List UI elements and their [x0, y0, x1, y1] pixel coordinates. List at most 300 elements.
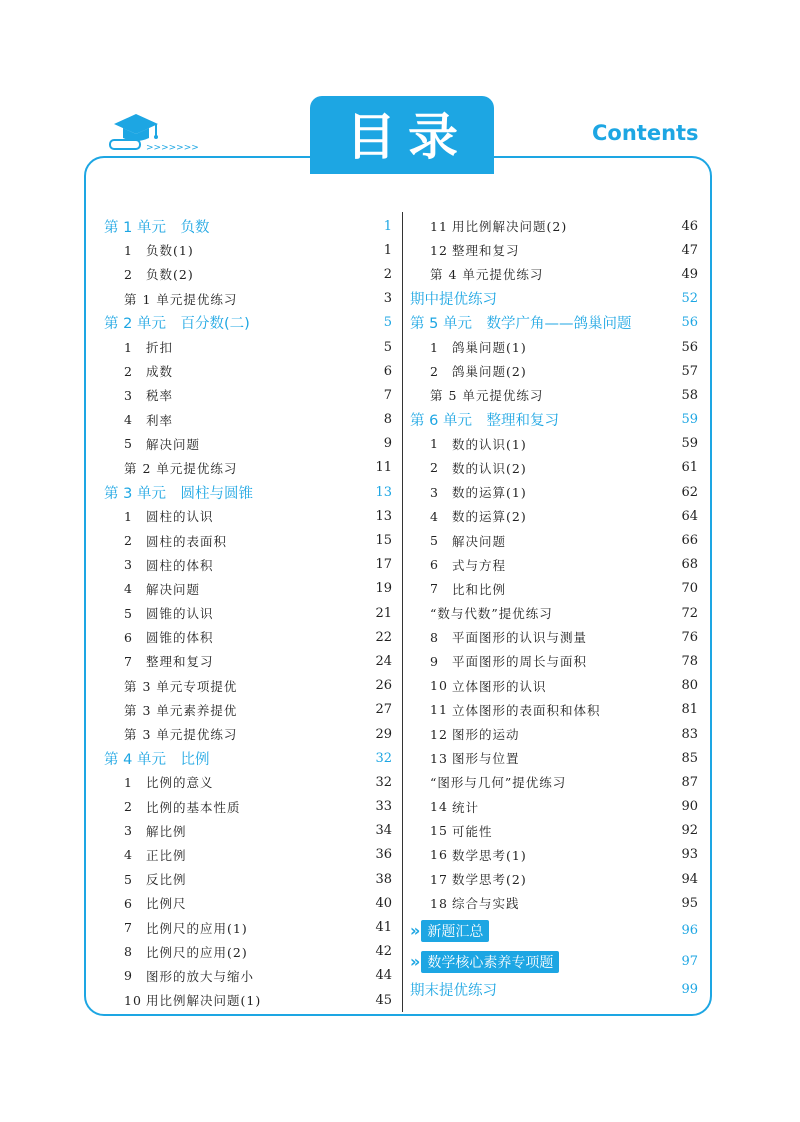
lesson-label: 图形与位置 [452, 751, 520, 767]
toc-entry-sub[interactable] [410, 262, 698, 286]
page-number: 78 [681, 653, 698, 669]
toc-entry-title [410, 773, 566, 791]
lesson-label: 立体图形的表面积和体积 [452, 702, 601, 718]
lesson-number: 6 [430, 557, 439, 573]
lesson-number: 2 [124, 266, 133, 282]
unit-title: 第 1 单元 负数 [104, 219, 210, 236]
toc-entry-lesson[interactable] [104, 528, 392, 552]
page-number: 33 [375, 799, 392, 815]
toc-entry-sub[interactable] [104, 722, 392, 746]
toc-entry-title [104, 725, 237, 743]
lesson-label: 圆柱的体积 [146, 557, 214, 573]
unit-title: 第 2 单元 百分数(二) [104, 316, 250, 333]
page-number: 45 [375, 992, 392, 1008]
toc-entry-lesson[interactable] [104, 649, 392, 673]
lesson-number: 6 [124, 629, 133, 645]
toc-entry-lesson[interactable] [104, 843, 392, 867]
lesson-number: 1 [124, 774, 133, 790]
toc-entry-lesson[interactable] [410, 795, 698, 819]
toc-entry-title [410, 628, 587, 646]
toc-entry-lesson[interactable] [410, 843, 698, 867]
toc-entry-title [104, 822, 187, 840]
toc-entry-title [104, 991, 261, 1009]
page-number: 1 [383, 242, 392, 258]
lesson-number: 2 [124, 799, 133, 815]
toc-entry-lesson[interactable] [104, 553, 392, 577]
graduation-cap-icon [106, 106, 199, 156]
page-number: 61 [681, 460, 698, 476]
toc-entry-unit[interactable] [410, 977, 698, 1001]
page-number: 94 [681, 871, 698, 887]
toc-entry-lesson[interactable] [104, 964, 392, 988]
toc-entry-lesson[interactable] [410, 335, 698, 359]
page-number: 32 [375, 750, 392, 766]
title-tab [310, 96, 494, 170]
lesson-label: 整理和复习 [146, 654, 214, 670]
page-number: 96 [681, 923, 698, 939]
toc-entry-sub[interactable] [104, 674, 392, 698]
page-number: 95 [681, 895, 698, 911]
lesson-number: 7 [124, 920, 133, 936]
page-number: 56 [681, 315, 698, 331]
page-number: 41 [375, 920, 392, 936]
toc-entry-lesson[interactable] [410, 553, 698, 577]
toc-right-column [410, 214, 698, 1002]
lesson-number: 17 [430, 871, 448, 887]
toc-entry-title [410, 265, 543, 283]
toc-entry-title [410, 217, 567, 235]
toc-entry-title [104, 967, 254, 985]
page-number: 24 [375, 653, 392, 669]
page-number: 2 [383, 266, 392, 282]
lesson-number: 6 [124, 895, 133, 911]
toc-entry-title [410, 951, 559, 973]
toc-entry-title [410, 822, 493, 840]
unit-title: 第 4 单元 比例 [104, 751, 210, 768]
lesson-label: 平面图形的认识与测量 [452, 630, 588, 646]
page-number: 81 [681, 702, 698, 718]
lesson-label: 鸽巢问题(1) [452, 340, 527, 356]
toc-entry-sub[interactable] [410, 383, 698, 407]
lesson-number: 2 [430, 363, 439, 379]
unit-title: 第 6 单元 整理和复习 [410, 413, 559, 430]
toc-entry-lesson[interactable] [410, 649, 698, 673]
lesson-label: 负数(2) [146, 267, 194, 283]
practice-title: 第 3 单元专项提优 [124, 678, 238, 694]
toc-entry-lesson[interactable] [104, 432, 392, 456]
lesson-number: 1 [430, 339, 439, 355]
lesson-label: 比例尺的应用(2) [146, 944, 248, 960]
lesson-number: 7 [124, 653, 133, 669]
toc-entry-lesson[interactable] [104, 795, 392, 819]
lesson-number: 14 [430, 799, 448, 815]
lesson-label: 可能性 [452, 823, 493, 839]
page-number: 99 [681, 982, 698, 998]
page-number: 62 [681, 484, 698, 500]
toc-entry-lesson[interactable] [410, 359, 698, 383]
page-number: 3 [383, 291, 392, 307]
lesson-number: 2 [430, 460, 439, 476]
unit-title: 期中提优练习 [410, 292, 497, 309]
toc-entry-title [104, 677, 237, 695]
lesson-number: 11 [430, 702, 448, 718]
toc-entry-lesson[interactable] [410, 238, 698, 262]
lesson-label: 解决问题 [452, 533, 507, 549]
special-section [410, 951, 559, 973]
toc-entry-title [410, 979, 497, 1000]
page-number: 47 [681, 242, 698, 258]
toc-entry-title [410, 725, 520, 743]
toc-entry-title [410, 677, 547, 695]
toc-entry-title [104, 894, 187, 912]
lesson-label: 数的运算(1) [452, 485, 527, 501]
toc-entry-lesson[interactable] [104, 915, 392, 939]
lesson-number: 2 [124, 363, 133, 379]
page-number: 13 [375, 484, 392, 500]
page-number: 38 [375, 871, 392, 887]
toc-entry-special[interactable] [410, 946, 698, 977]
toc-entry-unit[interactable] [410, 311, 698, 335]
lesson-number: 4 [430, 508, 439, 524]
page-number: 56 [681, 339, 698, 355]
toc-entry-lesson[interactable] [410, 891, 698, 915]
toc-entry-title [104, 870, 187, 888]
toc-entry-lesson[interactable] [104, 577, 392, 601]
lesson-number: 2 [124, 533, 133, 549]
toc-entry-title [410, 652, 587, 670]
toc-entry-title [104, 532, 227, 550]
lesson-number: 10 [430, 678, 448, 694]
toc-entry-title [410, 362, 527, 380]
practice-title: “数与代数”提优练习 [430, 606, 553, 622]
lesson-number: 9 [124, 968, 133, 984]
toc-entry-unit[interactable] [104, 746, 392, 770]
toc-entry-lesson[interactable] [410, 504, 698, 528]
toc-entry-lesson[interactable] [410, 456, 698, 480]
toc-entry-title [410, 483, 527, 501]
contents-label: Contents [592, 121, 699, 145]
toc-entry-title [104, 604, 214, 622]
page-number: 83 [681, 726, 698, 742]
lesson-label: 数的认识(1) [452, 436, 527, 452]
lesson-label: 图形的运动 [452, 727, 520, 743]
lesson-label: 解比例 [146, 823, 187, 839]
page-number: 59 [681, 412, 698, 428]
page-number: 19 [375, 581, 392, 597]
toc-entry-lesson[interactable] [104, 504, 392, 528]
toc-entry-lesson[interactable] [104, 940, 392, 964]
toc-entry-title [104, 748, 209, 769]
toc-entry-title [410, 241, 520, 259]
lesson-label: 圆锥的认识 [146, 606, 214, 622]
toc-entry-lesson[interactable] [410, 480, 698, 504]
page-number: 57 [681, 363, 698, 379]
special-section-badge: 数学核心素养专项题 [421, 951, 559, 973]
toc-entry-lesson[interactable] [410, 674, 698, 698]
toc-entry-lesson[interactable] [104, 601, 392, 625]
lesson-label: 圆柱的表面积 [146, 533, 228, 549]
page-number: 5 [383, 339, 392, 355]
lesson-label: 统计 [452, 799, 480, 815]
toc-entry-lesson[interactable] [104, 867, 392, 891]
toc-entry-title [410, 894, 520, 912]
page-number: 1 [383, 218, 392, 234]
lesson-label: 反比例 [146, 872, 187, 888]
toc-entry-title [104, 652, 214, 670]
toc-entry-title [410, 920, 489, 942]
lesson-number: 9 [430, 653, 439, 669]
toc-entry-lesson[interactable] [104, 262, 392, 286]
practice-title: 第 5 单元提优练习 [430, 388, 544, 404]
toc-entry-lesson[interactable] [410, 819, 698, 843]
page-number: 29 [375, 726, 392, 742]
toc-entry-title [104, 265, 194, 283]
toc-entry-lesson[interactable] [104, 359, 392, 383]
toc-entry-sub[interactable] [104, 287, 392, 311]
toc-entry-lesson[interactable] [104, 770, 392, 794]
toc-entry-title [104, 798, 241, 816]
toc-entry-unit[interactable] [104, 480, 392, 504]
page-number: 8 [383, 412, 392, 428]
toc-entry-title [410, 580, 506, 598]
lesson-number: 8 [124, 944, 133, 960]
toc-entry-title [410, 556, 506, 574]
lesson-number: 3 [124, 557, 133, 573]
lesson-label: 立体图形的认识 [452, 678, 547, 694]
lesson-label: 正比例 [146, 847, 187, 863]
page-number: 80 [681, 678, 698, 694]
lesson-number: 3 [430, 484, 439, 500]
lesson-number: 11 [430, 218, 448, 234]
page-number: 52 [681, 291, 698, 307]
lesson-label: 圆柱的认识 [146, 509, 214, 525]
toc-entry-title [104, 216, 209, 237]
page-number: 58 [681, 387, 698, 403]
page-number: 68 [681, 557, 698, 573]
page-number: 44 [375, 968, 392, 984]
toc-entry-title [410, 749, 520, 767]
toc-entry-title [410, 338, 527, 356]
toc-entry-unit[interactable] [104, 311, 392, 335]
toc-entry-sub[interactable] [410, 770, 698, 794]
lesson-number: 12 [430, 242, 448, 258]
lesson-number: 12 [430, 726, 448, 742]
toc-entry-lesson[interactable] [104, 819, 392, 843]
toc-entry-unit[interactable] [104, 214, 392, 238]
toc-entry-title [410, 701, 601, 719]
lesson-number: 16 [430, 847, 448, 863]
toc-entry-lesson[interactable] [410, 577, 698, 601]
toc-entry-lesson[interactable] [410, 867, 698, 891]
lesson-number: 10 [124, 992, 142, 1008]
toc-entry-title [104, 773, 214, 791]
toc-entry-lesson[interactable] [410, 746, 698, 770]
page-number: 70 [681, 581, 698, 597]
lesson-label: 利率 [146, 412, 174, 428]
lesson-number: 1 [430, 436, 439, 452]
lesson-label: 解决问题 [146, 581, 201, 597]
practice-title: 第 3 单元提优练习 [124, 727, 238, 743]
page-number: 97 [681, 954, 698, 970]
double-chevron-icon: » [410, 952, 418, 972]
toc-entry-title [104, 482, 253, 503]
lesson-label: 数学思考(1) [452, 847, 527, 863]
toc-entry-title [104, 919, 248, 937]
page-number: 66 [681, 533, 698, 549]
toc-entry-lesson[interactable] [410, 432, 698, 456]
toc-entry-lesson[interactable] [410, 698, 698, 722]
lesson-number: 1 [124, 242, 133, 258]
lesson-label: 数学思考(2) [452, 872, 527, 888]
page-number: 87 [681, 774, 698, 790]
toc-entry-sub[interactable] [104, 456, 392, 480]
page-number: 46 [681, 218, 698, 234]
page-number: 85 [681, 750, 698, 766]
lesson-label: 鸽巢问题(2) [452, 364, 527, 380]
lesson-label: 比例的基本性质 [146, 799, 241, 815]
toc-entry-title [104, 435, 200, 453]
lesson-number: 5 [124, 436, 133, 452]
page-number: 76 [681, 629, 698, 645]
toc-entry-lesson[interactable] [410, 722, 698, 746]
lesson-number: 5 [124, 871, 133, 887]
toc-entry-sub[interactable] [104, 698, 392, 722]
page-number: 49 [681, 266, 698, 282]
lesson-label: 折扣 [146, 340, 174, 356]
toc-entry-title [104, 312, 250, 333]
unit-title: 第 5 单元 数学广角——鸽巢问题 [410, 316, 632, 333]
lesson-label: 解决问题 [146, 436, 201, 452]
page-number: 42 [375, 944, 392, 960]
lesson-number: 3 [124, 823, 133, 839]
page-number: 32 [375, 774, 392, 790]
lesson-number: 15 [430, 823, 448, 839]
toc-entry-title [410, 870, 527, 888]
lesson-label: 成数 [146, 364, 174, 380]
page-number: 34 [375, 823, 392, 839]
column-divider [402, 212, 403, 1012]
toc-entry-title [410, 386, 543, 404]
unit-title: 期末提优练习 [410, 983, 497, 1000]
lesson-label: 数的运算(2) [452, 509, 527, 525]
toc-entry-title [410, 846, 527, 864]
page-number: 7 [383, 387, 392, 403]
lesson-number: 1 [124, 339, 133, 355]
lesson-number: 3 [124, 387, 133, 403]
toc-entry-lesson[interactable] [410, 528, 698, 552]
toc-entry-lesson[interactable] [104, 408, 392, 432]
page-number: 27 [375, 702, 392, 718]
toc-entry-title [410, 312, 631, 333]
practice-title: 第 1 单元提优练习 [124, 291, 238, 307]
page-number: 9 [383, 436, 392, 452]
practice-title: 第 2 单元提优练习 [124, 460, 238, 476]
page-number: 26 [375, 678, 392, 694]
page-number: 72 [681, 605, 698, 621]
special-section-badge: 新题汇总 [421, 920, 489, 942]
lesson-number: 4 [124, 581, 133, 597]
practice-title: 第 3 单元素养提优 [124, 702, 238, 718]
lesson-label: 比和比例 [452, 581, 507, 597]
page-title: 目录 [346, 108, 470, 166]
toc-left-column [104, 214, 392, 1012]
lesson-label: 圆锥的体积 [146, 630, 214, 646]
lesson-label: 用比例解决问题(1) [146, 993, 262, 1009]
toc-entry-unit[interactable] [410, 287, 698, 311]
toc-entry-special[interactable] [410, 915, 698, 946]
toc-entry-unit[interactable] [410, 408, 698, 432]
lesson-label: 综合与实践 [452, 896, 520, 912]
lesson-label: 比例尺的应用(1) [146, 920, 248, 936]
toc-entry-title [104, 338, 173, 356]
lesson-number: 1 [124, 508, 133, 524]
lesson-number: 4 [124, 412, 133, 428]
toc-entry-lesson[interactable] [410, 625, 698, 649]
toc-entry-lesson[interactable] [410, 214, 698, 238]
toc-entry-title [104, 943, 248, 961]
page-number: 90 [681, 799, 698, 815]
page-number: 5 [383, 315, 392, 331]
practice-title: 第 4 单元提优练习 [430, 267, 544, 283]
toc-entry-title [104, 846, 187, 864]
lesson-label: 比例尺 [146, 896, 187, 912]
toc-entry-title [410, 288, 497, 309]
page-number: 21 [375, 605, 392, 621]
toc-entry-lesson[interactable] [104, 238, 392, 262]
toc-entry-title [104, 628, 214, 646]
lesson-number: 5 [430, 533, 439, 549]
toc-entry-lesson[interactable] [104, 335, 392, 359]
svg-text:>>>>>>>: >>>>>>> [146, 143, 199, 153]
toc-entry-title [104, 580, 200, 598]
page-number: 6 [383, 363, 392, 379]
page-number: 15 [375, 533, 392, 549]
toc-entry-sub[interactable] [410, 601, 698, 625]
lesson-number: 18 [430, 895, 448, 911]
toc-entry-title [104, 362, 173, 380]
lesson-label: 平面图形的周长与面积 [452, 654, 588, 670]
toc-entry-title [410, 435, 527, 453]
toc-entry-title [410, 532, 506, 550]
lesson-label: 负数(1) [146, 243, 194, 259]
lesson-number: 8 [430, 629, 439, 645]
unit-title: 第 3 单元 圆柱与圆锥 [104, 485, 253, 502]
toc-entry-title [104, 459, 237, 477]
page-number: 59 [681, 436, 698, 452]
page-number: 64 [681, 508, 698, 524]
lesson-label: 比例的意义 [146, 775, 214, 791]
lesson-label: 图形的放大与缩小 [146, 968, 255, 984]
toc-entry-title [104, 556, 214, 574]
page-number: 13 [375, 508, 392, 524]
double-chevron-icon: » [410, 921, 418, 941]
lesson-number: 4 [124, 847, 133, 863]
practice-title: “图形与几何”提优练习 [430, 775, 567, 791]
toc-entry-title [410, 798, 479, 816]
lesson-label: 用比例解决问题(2) [452, 219, 568, 235]
lesson-number: 5 [124, 605, 133, 621]
toc-entry-lesson[interactable] [104, 383, 392, 407]
toc-entry-title [104, 386, 173, 404]
toc-entry-title [104, 290, 237, 308]
page-number: 11 [375, 460, 392, 476]
toc-entry-lesson[interactable] [104, 625, 392, 649]
page-number: 93 [681, 847, 698, 863]
toc-entry-title [104, 701, 237, 719]
toc-entry-lesson[interactable] [104, 891, 392, 915]
toc-entry-title [410, 409, 559, 430]
toc-entry-lesson[interactable] [104, 988, 392, 1012]
